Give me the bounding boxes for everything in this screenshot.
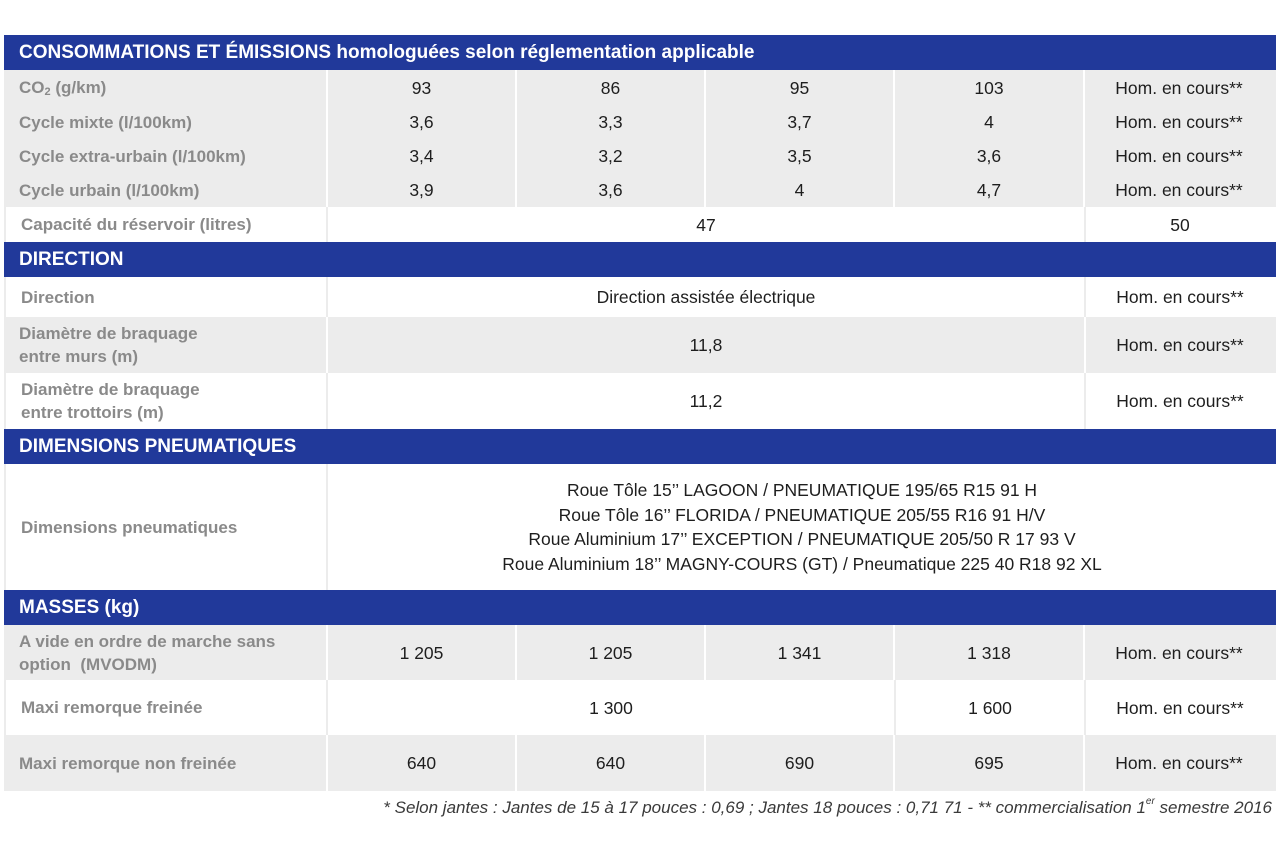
cell-value: 640 — [515, 735, 704, 791]
row-label: Maxi remorque freinée — [4, 680, 326, 735]
label-line: Diamètre de braquage — [21, 380, 200, 399]
cell-value: Hom. en cours** — [1084, 277, 1274, 317]
co2-label-sub: 2 — [44, 86, 51, 98]
table-row-remorque-freinee — [4, 680, 1276, 735]
table-row-cycle-extra-urbain — [4, 139, 1276, 173]
cell-value: 1 205 — [326, 625, 515, 680]
cell-value: 640 — [326, 735, 515, 791]
section-header-pneumatiques: DIMENSIONS PNEUMATIQUES — [4, 429, 1276, 464]
cell-value: 3,5 — [704, 139, 893, 173]
cell-value: 86 — [515, 70, 704, 105]
cell-value: 1 318 — [893, 625, 1083, 680]
footnote — [383, 798, 1272, 818]
row-label — [4, 317, 326, 373]
tire-line: Roue Tôle 15’’ LAGOON / PNEUMATIQUE 195/65 R15 91 H — [566, 480, 1038, 500]
cell-value: Hom. en cours** — [1084, 373, 1274, 429]
cell-value: Hom. en cours** — [1084, 680, 1274, 735]
cell-value: 11,8 — [326, 317, 1084, 373]
row-label — [4, 373, 326, 429]
tire-list — [326, 464, 1276, 590]
table-row-remorque-non-freinee — [4, 735, 1276, 791]
cell-value: Hom. en cours** — [1083, 70, 1273, 105]
table-row-braquage-trottoirs — [4, 373, 1276, 429]
table-row-mvodm — [4, 625, 1276, 680]
cell-value: 1 341 — [704, 625, 893, 680]
tire-line: Roue Tôle 16’’ FLORIDA / PNEUMATIQUE 205/55 R16 91 H/V — [558, 504, 1046, 525]
cell-value: 95 — [704, 70, 893, 105]
tire-line: Roue Aluminium 18’’ MAGNY-COURS (GT) / Pneumatique 225 40 R18 92 XL — [502, 553, 1102, 574]
row-label: Maxi remorque non freinée — [19, 753, 237, 773]
cell-value: Hom. en cours** — [1083, 173, 1273, 207]
cell-value: 11,2 — [326, 373, 1084, 429]
table-row-cycle-urbain — [4, 173, 1276, 207]
row-label: Cycle mixte (l/100km) — [19, 112, 192, 132]
cell-value: Hom. en cours** — [1083, 735, 1273, 791]
cell-value: Hom. en cours** — [1084, 317, 1274, 373]
cell-value: 690 — [704, 735, 893, 791]
cell-value: 1 300 — [326, 680, 894, 735]
table-row-cycle-mixte — [4, 105, 1276, 139]
cell-value: 3,3 — [515, 105, 704, 139]
table-row-pneumatiques — [4, 464, 1276, 590]
cell-value: 3,4 — [326, 139, 515, 173]
label-line: entre trottoirs (m) — [21, 403, 164, 422]
row-label: Capacité du réservoir (litres) — [4, 207, 326, 242]
footnote-tail: semestre 2016 — [1154, 798, 1272, 817]
table-row-reservoir — [4, 207, 1276, 242]
cell-value: 4 — [704, 173, 893, 207]
cell-value: 4 — [893, 105, 1083, 139]
cell-value: Direction assistée électrique — [326, 277, 1084, 317]
cell-value: Hom. en cours** — [1083, 625, 1273, 680]
footnote-main: * Selon jantes : Jantes de 15 à 17 pouces : 0,69 ; Jantes 18 pouces : 0,71 71 - ** commercialisation 1 — [383, 798, 1146, 817]
cell-value: 3,6 — [326, 105, 515, 139]
cell-value: 3,6 — [893, 139, 1083, 173]
row-label — [4, 625, 326, 680]
cell-value: 103 — [893, 70, 1083, 105]
spec-table — [4, 35, 1276, 791]
cell-value: 4,7 — [893, 173, 1083, 207]
cell-value: 1 600 — [894, 680, 1084, 735]
cell-value: 93 — [326, 70, 515, 105]
label-line: Diamètre de braquage — [19, 324, 198, 343]
cell-value: 695 — [893, 735, 1083, 791]
cell-value: 47 — [326, 207, 1084, 242]
label-line: A vide en ordre de marche sans — [19, 631, 276, 651]
cell-value: Hom. en cours** — [1083, 105, 1273, 139]
tire-line: Roue Aluminium 17’’ EXCEPTION / PNEUMATIQUE 205/50 R 17 93 V — [528, 529, 1076, 549]
cell-value: Hom. en cours** — [1083, 139, 1273, 173]
cell-value: 50 — [1084, 207, 1274, 242]
cell-value: 1 205 — [515, 625, 704, 680]
section-header-consommations: CONSOMMATIONS ET ÉMISSIONS homologuées selon réglementation applicable — [4, 35, 1276, 70]
section-header-masses: MASSES (kg) — [4, 590, 1276, 625]
row-label-co2 — [4, 70, 326, 105]
co2-label-rest: (g/km) — [50, 78, 107, 97]
row-label: Cycle extra-urbain (l/100km) — [19, 146, 246, 166]
section-header-direction: DIRECTION — [4, 242, 1276, 277]
label-line: entre murs (m) — [19, 347, 139, 366]
cell-value: 3,6 — [515, 173, 704, 207]
row-label: Dimensions pneumatiques — [4, 464, 326, 590]
cell-value: 3,2 — [515, 139, 704, 173]
label-line: option (MVODM) — [19, 654, 157, 674]
co2-label-main: CO — [19, 78, 45, 97]
cell-value: 3,7 — [704, 105, 893, 139]
cell-value: 3,9 — [326, 173, 515, 207]
row-label: Direction — [4, 277, 326, 317]
footnote-sup: er — [1145, 796, 1155, 808]
table-row-braquage-murs — [4, 317, 1276, 373]
table-row-co2 — [4, 70, 1276, 105]
row-label: Cycle urbain (l/100km) — [19, 180, 200, 200]
table-row-direction — [4, 277, 1276, 317]
